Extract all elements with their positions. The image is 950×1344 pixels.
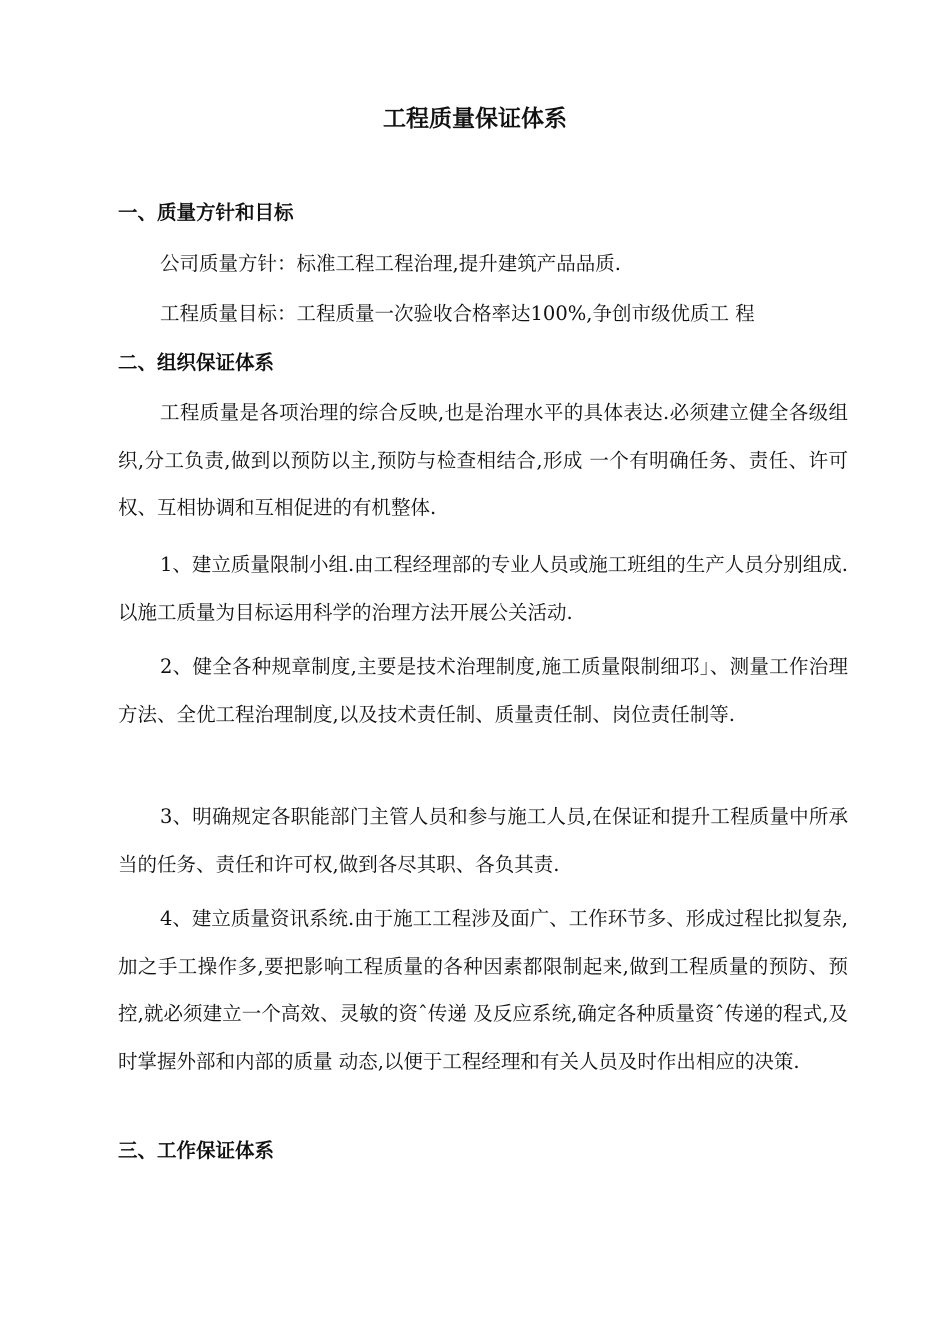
paragraph-item-3: 3、明确规定各职能部门主管人员和参与施工人员,在保证和提升工程质量中所承当的任务、责任和许可权,做到各尽其职、各负其责. <box>118 805 848 876</box>
section-heading-organization: 二、组织保证体系 <box>118 351 275 374</box>
paragraph-item-1: 1、建立质量限制小组.由工程经理部的专业人员或施工班组的生产人员分别组成.以施工质量为目标运用科学的治理方法开展公关活动. <box>118 553 848 624</box>
section-heading-quality-policy: 一、质量方针和目标 <box>118 201 294 224</box>
document-title: 工程质量保证体系 <box>383 106 567 132</box>
paragraph-organization-intro: 工程质量是各项治理的综合反映,也是治理水平的具体表达.必须建立健全各级组织,分工负责,做到以预防以主,预防与检查相结合,形成 一个有明确任务、责任、许可权、互相协调和互相促进的有机整体. <box>118 401 848 519</box>
paragraph-quality-target: 工程质量目标：工程质量一次验收合格率达100%,争创市级优质工 程 <box>160 302 755 325</box>
section-heading-work-assurance: 三、工作保证体系 <box>118 1139 275 1162</box>
paragraph-quality-policy: 公司质量方针：标准工程工程治理,提升建筑产品品质. <box>160 252 621 275</box>
paragraph-item-4: 4、建立质量资讯系统.由于施工工程涉及面广、工作环节多、形成过程比拟复杂,加之手工操作多,要把影响工程质量的各种因素都限制起来,做到工程质量的预防、预控,就必须建立一个高效、灵敏的资ˆ传递 及反应系统,确定各种质量资ˆ传递的程式,及时掌握外部和内部的质量 动态,以便于工程经理和有关人员及时作出相应的决策. <box>118 907 848 1073</box>
paragraph-item-2: 2、健全各种规章制度,主要是技术治理制度,施工质量限制细邛」、测量工作治理方法、全优工程治理制度,以及技术责任制、质量责任制、岗位责任制等. <box>118 655 848 726</box>
